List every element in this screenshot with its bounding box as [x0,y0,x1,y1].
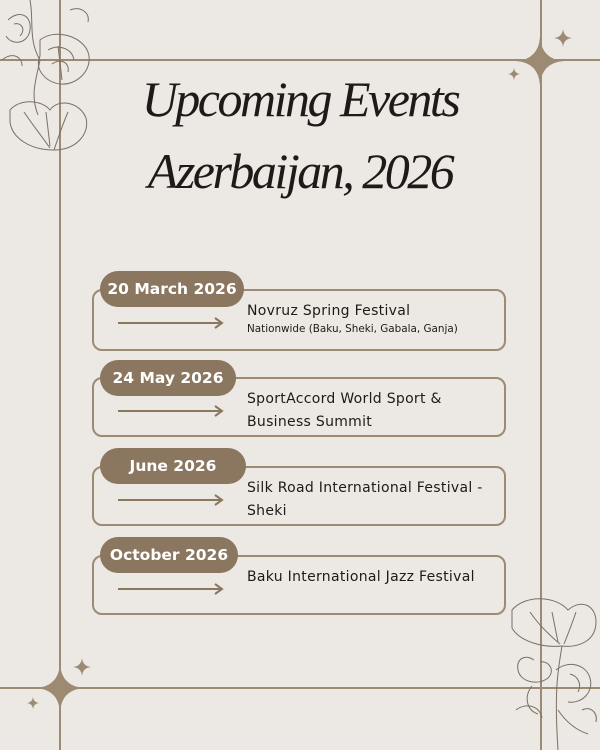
event-title: Baku International Jazz Festival [247,569,475,585]
sparkle-icon [26,696,40,710]
arrow-right-icon [118,405,226,417]
event-title: Novruz Spring Festival [247,303,411,319]
flower-illustration-icon [496,590,600,750]
event-title: Silk Road International Festival - Sheki [247,480,483,519]
event-location: Nationwide (Baku, Sheki, Gabala, Ganja) [247,323,458,335]
sparkle-icon [72,657,92,677]
arrow-right-icon [118,317,226,329]
page-title-line2: Azerbaijan, 2026 [147,143,453,199]
event-date-badge: 20 March 2026 [100,271,244,307]
arrow-right-icon [118,494,226,506]
sparkle-icon [553,28,573,48]
event-date-badge: October 2026 [100,537,238,573]
event-date-badge: 24 May 2026 [100,360,236,396]
page-title-line1: Upcoming Events [141,71,459,127]
arrow-right-icon [118,583,226,595]
event-date-badge: June 2026 [100,448,246,484]
event-title: SportAccord World Sport & Business Summit [247,391,442,430]
